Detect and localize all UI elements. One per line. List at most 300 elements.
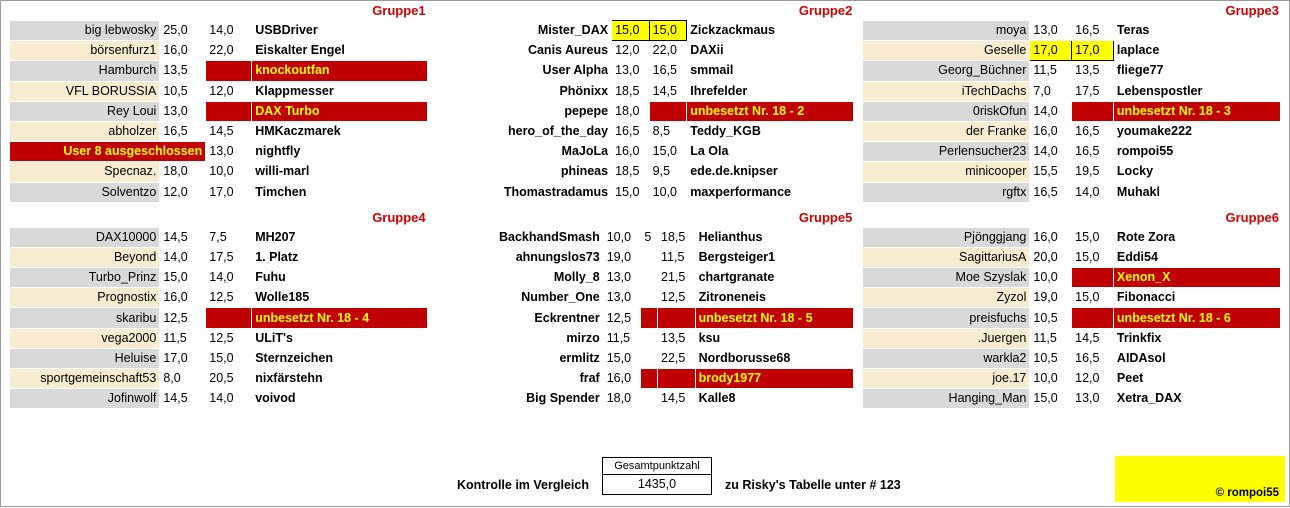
player-name: unbesetzt Nr. 18 - 3 [1113, 101, 1280, 121]
player-name: unbesetzt Nr. 18 - 2 [687, 101, 854, 121]
player-name: MH207 [252, 227, 427, 247]
player-name: Peet [1113, 369, 1280, 389]
player-score: 10,0 [1030, 268, 1072, 288]
player-score: 20,0 [1030, 247, 1072, 267]
player-score [658, 308, 696, 328]
group-title-4: Gruppe4 [372, 209, 426, 225]
player-name: Perlensucher23 [863, 142, 1030, 162]
table-row[interactable] [436, 227, 854, 247]
player-score: 15,0 [649, 21, 687, 41]
player-score: 8,5 [649, 121, 687, 141]
player-score: 15,0 [1072, 288, 1114, 308]
player-name: Fuhu [252, 268, 427, 288]
player-score: 12,5 [206, 288, 252, 308]
player-name: rgftx [863, 182, 1030, 202]
table-row[interactable] [863, 308, 1281, 328]
player-score: 7,5 [206, 227, 252, 247]
player-name: Prognostix [10, 288, 160, 308]
risky-reference-label: zu Risky's Tabelle unter # 123 [725, 478, 901, 492]
group-title-2: Gruppe2 [798, 3, 853, 18]
footer [1, 456, 1290, 508]
player-name: Pjönggjang [863, 227, 1030, 247]
player-name: Beyond [10, 247, 160, 267]
group-table-6 [862, 227, 1281, 410]
player-name: rompoi55 [1113, 142, 1280, 162]
player-name: Nordborusse68 [695, 348, 854, 368]
player-name: Heluise [10, 348, 160, 368]
player-score: 15,0 [160, 268, 206, 288]
group-title-6: Gruppe6 [1225, 209, 1279, 225]
player-name: Moe Szyslak [863, 268, 1030, 288]
player-score: 17,0 [1030, 41, 1072, 61]
table-row[interactable] [863, 21, 1281, 41]
player-name: phineas [436, 162, 611, 182]
table-row[interactable] [436, 247, 854, 267]
player-name: joe.17 [863, 369, 1030, 389]
table-row[interactable] [436, 41, 854, 61]
player-score: 16,5 [649, 61, 687, 81]
player-score: 12,5 [206, 328, 252, 348]
player-score: 11,5 [603, 328, 641, 348]
table-row[interactable] [10, 369, 428, 389]
player-score: 14,0 [1030, 101, 1072, 121]
table-row[interactable] [436, 21, 854, 41]
player-name: unbesetzt Nr. 18 - 5 [695, 308, 854, 328]
player-name: ermlitz [436, 348, 603, 368]
player-name: HMKaczmarek [252, 121, 427, 141]
player-name: Helianthus [695, 227, 854, 247]
player-name: Muhakl [1113, 182, 1280, 202]
player-score: 17,0 [1072, 41, 1114, 61]
player-score: 10,5 [1030, 348, 1072, 368]
player-name: USBDriver [252, 21, 427, 41]
group-table-1 [9, 20, 428, 203]
credit-text: © rompoi55 [1215, 487, 1279, 499]
player-name: Sternzeichen [252, 348, 427, 368]
player-score: 25,0 [160, 21, 206, 41]
extra-marker: 5 [641, 227, 658, 247]
player-name: mirzo [436, 328, 603, 348]
player-score: 15,0 [612, 182, 650, 202]
extra-marker [641, 247, 658, 267]
player-score: 16,0 [603, 369, 641, 389]
groups-row-top [1, 1, 1289, 203]
player-name: youmake222 [1113, 121, 1280, 141]
player-score: 16,5 [1072, 121, 1114, 141]
player-name: Fibonacci [1113, 288, 1280, 308]
player-name: La Ola [687, 142, 854, 162]
player-score: 18,0 [603, 389, 641, 409]
player-name: pepepe [436, 101, 611, 121]
player-name: Georg_Büchner [863, 61, 1030, 81]
player-score: 7,0 [1030, 81, 1072, 101]
player-name: SagittariusA [863, 247, 1030, 267]
player-score: 13,0 [612, 61, 650, 81]
player-score: 13,0 [206, 142, 252, 162]
player-name: Teras [1113, 21, 1280, 41]
player-score: 12,0 [160, 182, 206, 202]
player-name: Ihrefelder [687, 81, 854, 101]
player-name: Number_One [436, 288, 603, 308]
table-row[interactable] [863, 369, 1281, 389]
table-row[interactable] [863, 142, 1281, 162]
player-score: 14,5 [649, 81, 687, 101]
table-row[interactable] [863, 268, 1281, 288]
table-row[interactable] [863, 81, 1281, 101]
group-table-2 [436, 20, 855, 203]
group-block-3 [858, 3, 1285, 203]
player-score: 11,5 [1030, 61, 1072, 81]
player-name: sportgemeinschaft53 [10, 369, 160, 389]
player-name: Timchen [252, 182, 427, 202]
player-score: 12,5 [160, 308, 206, 328]
player-score: 20,5 [206, 369, 252, 389]
kontrolle-label: Kontrolle im Vergleich [457, 478, 589, 492]
player-name: Geselle [863, 41, 1030, 61]
player-score: 19,0 [603, 247, 641, 267]
player-score [1072, 268, 1114, 288]
extra-marker [641, 288, 658, 308]
group-title-5: Gruppe5 [798, 209, 853, 225]
table-row[interactable] [863, 247, 1281, 267]
table-row[interactable] [436, 348, 854, 368]
player-name: Phönixx [436, 81, 611, 101]
player-name: big lebwosky [10, 21, 160, 41]
player-score: 22,0 [206, 41, 252, 61]
player-score: 15,0 [649, 142, 687, 162]
player-name: knockoutfan [252, 61, 427, 81]
player-name: laplace [1113, 41, 1280, 61]
table-row[interactable] [10, 328, 428, 348]
player-name: Canis Aureus [436, 41, 611, 61]
player-score: 16,5 [612, 121, 650, 141]
player-score: 16,5 [1072, 142, 1114, 162]
player-name: chartgranate [695, 268, 854, 288]
player-name: vega2000 [10, 328, 160, 348]
extra-marker [641, 328, 658, 348]
player-name: MaJoLa [436, 142, 611, 162]
player-name: Thomastradamus [436, 182, 611, 202]
player-name: Teddy_KGB [687, 121, 854, 141]
player-name: börsenfurz1 [10, 41, 160, 61]
player-score: 16,5 [160, 121, 206, 141]
table-row[interactable] [863, 61, 1281, 81]
player-name: Molly_8 [436, 268, 603, 288]
player-score [206, 101, 252, 121]
player-name: Turbo_Prinz [10, 268, 160, 288]
player-name: Zyzol [863, 288, 1030, 308]
player-score: 16,0 [160, 288, 206, 308]
player-score: 10,0 [649, 182, 687, 202]
group-block-4 [5, 210, 432, 410]
player-name: hero_of_the_day [436, 121, 611, 141]
table-row[interactable] [436, 268, 854, 288]
table-row[interactable] [10, 389, 428, 409]
player-name: Hanging_Man [863, 389, 1030, 409]
player-score: 10,0 [206, 162, 252, 182]
player-score: 18,5 [612, 162, 650, 182]
player-score: 14,0 [206, 21, 252, 41]
player-score: 16,0 [160, 41, 206, 61]
player-score: 14,0 [206, 389, 252, 409]
table-row[interactable] [436, 328, 854, 348]
table-row[interactable] [10, 268, 428, 288]
extra-marker [641, 369, 658, 389]
table-row[interactable] [436, 369, 854, 389]
player-score: 16,5 [1030, 182, 1072, 202]
player-score: 13,5 [160, 61, 206, 81]
table-row[interactable] [10, 101, 428, 121]
player-score: 17,5 [1072, 81, 1114, 101]
player-name: User Alpha [436, 61, 611, 81]
player-score: 15,0 [206, 348, 252, 368]
player-name: Mister_DAX [436, 21, 611, 41]
table-row[interactable] [863, 182, 1281, 202]
player-name: ksu [695, 328, 854, 348]
player-score: 17,0 [160, 348, 206, 368]
group-block-5 [432, 210, 859, 410]
player-name: brody1977 [695, 369, 854, 389]
table-row[interactable] [10, 247, 428, 267]
groups-row-bottom [1, 208, 1289, 410]
table-row[interactable] [863, 101, 1281, 121]
player-score: 15,0 [612, 21, 650, 41]
player-score: 14,5 [658, 389, 696, 409]
player-name: fliege77 [1113, 61, 1280, 81]
player-score: 19,5 [1072, 162, 1114, 182]
table-row[interactable] [436, 162, 854, 182]
player-score: 12,5 [603, 308, 641, 328]
player-name: Eddi54 [1113, 247, 1280, 267]
player-score: 12,0 [206, 81, 252, 101]
table-row[interactable] [436, 121, 854, 141]
player-name: willi-marl [252, 162, 427, 182]
player-name: minicooper [863, 162, 1030, 182]
player-name: nightfly [252, 142, 427, 162]
player-name: Rote Zora [1113, 227, 1280, 247]
table-row[interactable] [10, 162, 428, 182]
extra-marker [641, 268, 658, 288]
player-name: Klappmesser [252, 81, 427, 101]
player-score: 15,0 [603, 348, 641, 368]
player-name: Eiskalter Engel [252, 41, 427, 61]
player-name: moya [863, 21, 1030, 41]
table-row[interactable] [436, 61, 854, 81]
player-name: Big Spender [436, 389, 603, 409]
player-name: 0riskOfun [863, 101, 1030, 121]
player-name: unbesetzt Nr. 18 - 4 [252, 308, 427, 328]
player-score [1072, 308, 1114, 328]
player-name: Bergsteiger1 [695, 247, 854, 267]
table-row[interactable] [10, 21, 428, 41]
table-row[interactable] [436, 81, 854, 101]
player-score [658, 369, 696, 389]
player-name: User 8 ausgeschlossen [10, 142, 206, 162]
table-row[interactable] [863, 288, 1281, 308]
player-name: Trinkfix [1113, 328, 1280, 348]
player-score: 18,0 [612, 101, 650, 121]
player-name: unbesetzt Nr. 18 - 6 [1113, 308, 1280, 328]
player-name: Xetra_DAX [1113, 389, 1280, 409]
player-score: 13,5 [658, 328, 696, 348]
player-name: Xenon_X [1113, 268, 1280, 288]
player-score [1072, 101, 1114, 121]
player-score: 9,5 [649, 162, 687, 182]
player-name: maxperformance [687, 182, 854, 202]
player-name: ede.de.knipser [687, 162, 854, 182]
group-block-6 [858, 210, 1285, 410]
table-row[interactable] [863, 227, 1281, 247]
table-row[interactable] [436, 308, 854, 328]
player-score: 15,0 [1072, 247, 1114, 267]
player-score: 10,0 [603, 227, 641, 247]
group-title-3: Gruppe3 [1225, 3, 1279, 18]
player-name: VFL BORUSSIA [10, 81, 160, 101]
table-row[interactable] [10, 142, 428, 162]
player-score: 16,5 [1072, 348, 1114, 368]
player-score: 16,0 [612, 142, 650, 162]
table-row[interactable] [10, 41, 428, 61]
player-score: 18,0 [160, 162, 206, 182]
player-name: 1. Platz [252, 247, 427, 267]
player-name: DAXii [687, 41, 854, 61]
player-score: 11,5 [658, 247, 696, 267]
player-name: voivod [252, 389, 427, 409]
table-row[interactable] [863, 162, 1281, 182]
extra-marker [641, 308, 658, 328]
player-score: 14,0 [1072, 182, 1114, 202]
table-row[interactable] [10, 81, 428, 101]
gesamtpunktzahl-value: 1435,0 [602, 474, 712, 495]
player-score: 15,0 [1072, 227, 1114, 247]
player-name: Eckrentner [436, 308, 603, 328]
player-score: 22,0 [649, 41, 687, 61]
player-name: skaribu [10, 308, 160, 328]
player-score: 10,5 [160, 81, 206, 101]
player-name: .Juergen [863, 328, 1030, 348]
player-score: 12,0 [612, 41, 650, 61]
player-name: warkla2 [863, 348, 1030, 368]
player-name: Hamburch [10, 61, 160, 81]
table-row[interactable] [863, 389, 1281, 409]
player-score: 14,5 [1072, 328, 1114, 348]
table-row[interactable] [863, 41, 1281, 61]
player-name: abholzer [10, 121, 160, 141]
player-score: 15,0 [1030, 389, 1072, 409]
player-score: 13,0 [603, 268, 641, 288]
player-score: 12,5 [658, 288, 696, 308]
player-name: der Franke [863, 121, 1030, 141]
player-score: 17,0 [206, 182, 252, 202]
player-name: nixfärstehn [252, 369, 427, 389]
table-row[interactable] [10, 288, 428, 308]
table-row[interactable] [436, 389, 854, 409]
player-name: DAX Turbo [252, 101, 427, 121]
group-table-4 [9, 227, 428, 410]
player-score: 13,0 [1072, 389, 1114, 409]
player-score: 18,5 [612, 81, 650, 101]
player-name: Zitroneneis [695, 288, 854, 308]
player-name: Wolle185 [252, 288, 427, 308]
player-score: 14,0 [206, 268, 252, 288]
player-name: iTechDachs [863, 81, 1030, 101]
table-row[interactable] [863, 348, 1281, 368]
table-row[interactable] [436, 101, 854, 121]
player-score: 16,5 [1072, 21, 1114, 41]
player-score: 15,5 [1030, 162, 1072, 182]
player-score: 14,5 [206, 121, 252, 141]
player-score: 21,5 [658, 268, 696, 288]
player-name: Specnaz. [10, 162, 160, 182]
player-score [649, 101, 687, 121]
group-block-1 [5, 3, 432, 203]
player-score: 13,0 [160, 101, 206, 121]
table-row[interactable] [10, 227, 428, 247]
player-name: Solventzo [10, 182, 160, 202]
extra-marker [641, 348, 658, 368]
player-name: DAX10000 [10, 227, 160, 247]
player-score [206, 61, 252, 81]
player-score [206, 308, 252, 328]
player-name: AIDAsol [1113, 348, 1280, 368]
player-name: Rey Loui [10, 101, 160, 121]
group-title-1: Gruppe1 [372, 3, 426, 18]
player-score: 18,5 [658, 227, 696, 247]
player-score: 8,0 [160, 369, 206, 389]
group-table-5 [436, 227, 855, 410]
player-name: smmail [687, 61, 854, 81]
player-score: 14,0 [160, 247, 206, 267]
extra-marker [641, 389, 658, 409]
player-score: 13,0 [1030, 21, 1072, 41]
player-score: 14,5 [160, 389, 206, 409]
table-row[interactable] [863, 121, 1281, 141]
player-name: preisfuchs [863, 308, 1030, 328]
player-score: 22,5 [658, 348, 696, 368]
group-table-3 [862, 20, 1281, 203]
player-score: 14,5 [160, 227, 206, 247]
table-row[interactable] [863, 328, 1281, 348]
player-score: 13,5 [1072, 61, 1114, 81]
player-score: 16,0 [1030, 121, 1072, 141]
player-score: 17,5 [206, 247, 252, 267]
player-score: 11,5 [160, 328, 206, 348]
player-name: Kalle8 [695, 389, 854, 409]
table-row[interactable] [10, 121, 428, 141]
table-row[interactable] [436, 288, 854, 308]
player-name: BackhandSmash [436, 227, 603, 247]
player-score: 16,0 [1030, 227, 1072, 247]
table-row[interactable] [10, 308, 428, 328]
table-row[interactable] [10, 348, 428, 368]
group-block-2 [432, 3, 859, 203]
table-row[interactable] [10, 61, 428, 81]
player-name: Lebenspostler [1113, 81, 1280, 101]
player-score: 10,0 [1030, 369, 1072, 389]
table-row[interactable] [436, 142, 854, 162]
table-row[interactable] [10, 182, 428, 202]
table-row[interactable] [436, 182, 854, 202]
player-name: Jofinwolf [10, 389, 160, 409]
player-name: fraf [436, 369, 603, 389]
credit-box [1115, 456, 1285, 502]
player-score: 10,5 [1030, 308, 1072, 328]
player-score: 12,0 [1072, 369, 1114, 389]
player-name: ULiT's [252, 328, 427, 348]
player-name: Zickzackmaus [687, 21, 854, 41]
player-name: Locky [1113, 162, 1280, 182]
player-name: ahnungslos73 [436, 247, 603, 267]
